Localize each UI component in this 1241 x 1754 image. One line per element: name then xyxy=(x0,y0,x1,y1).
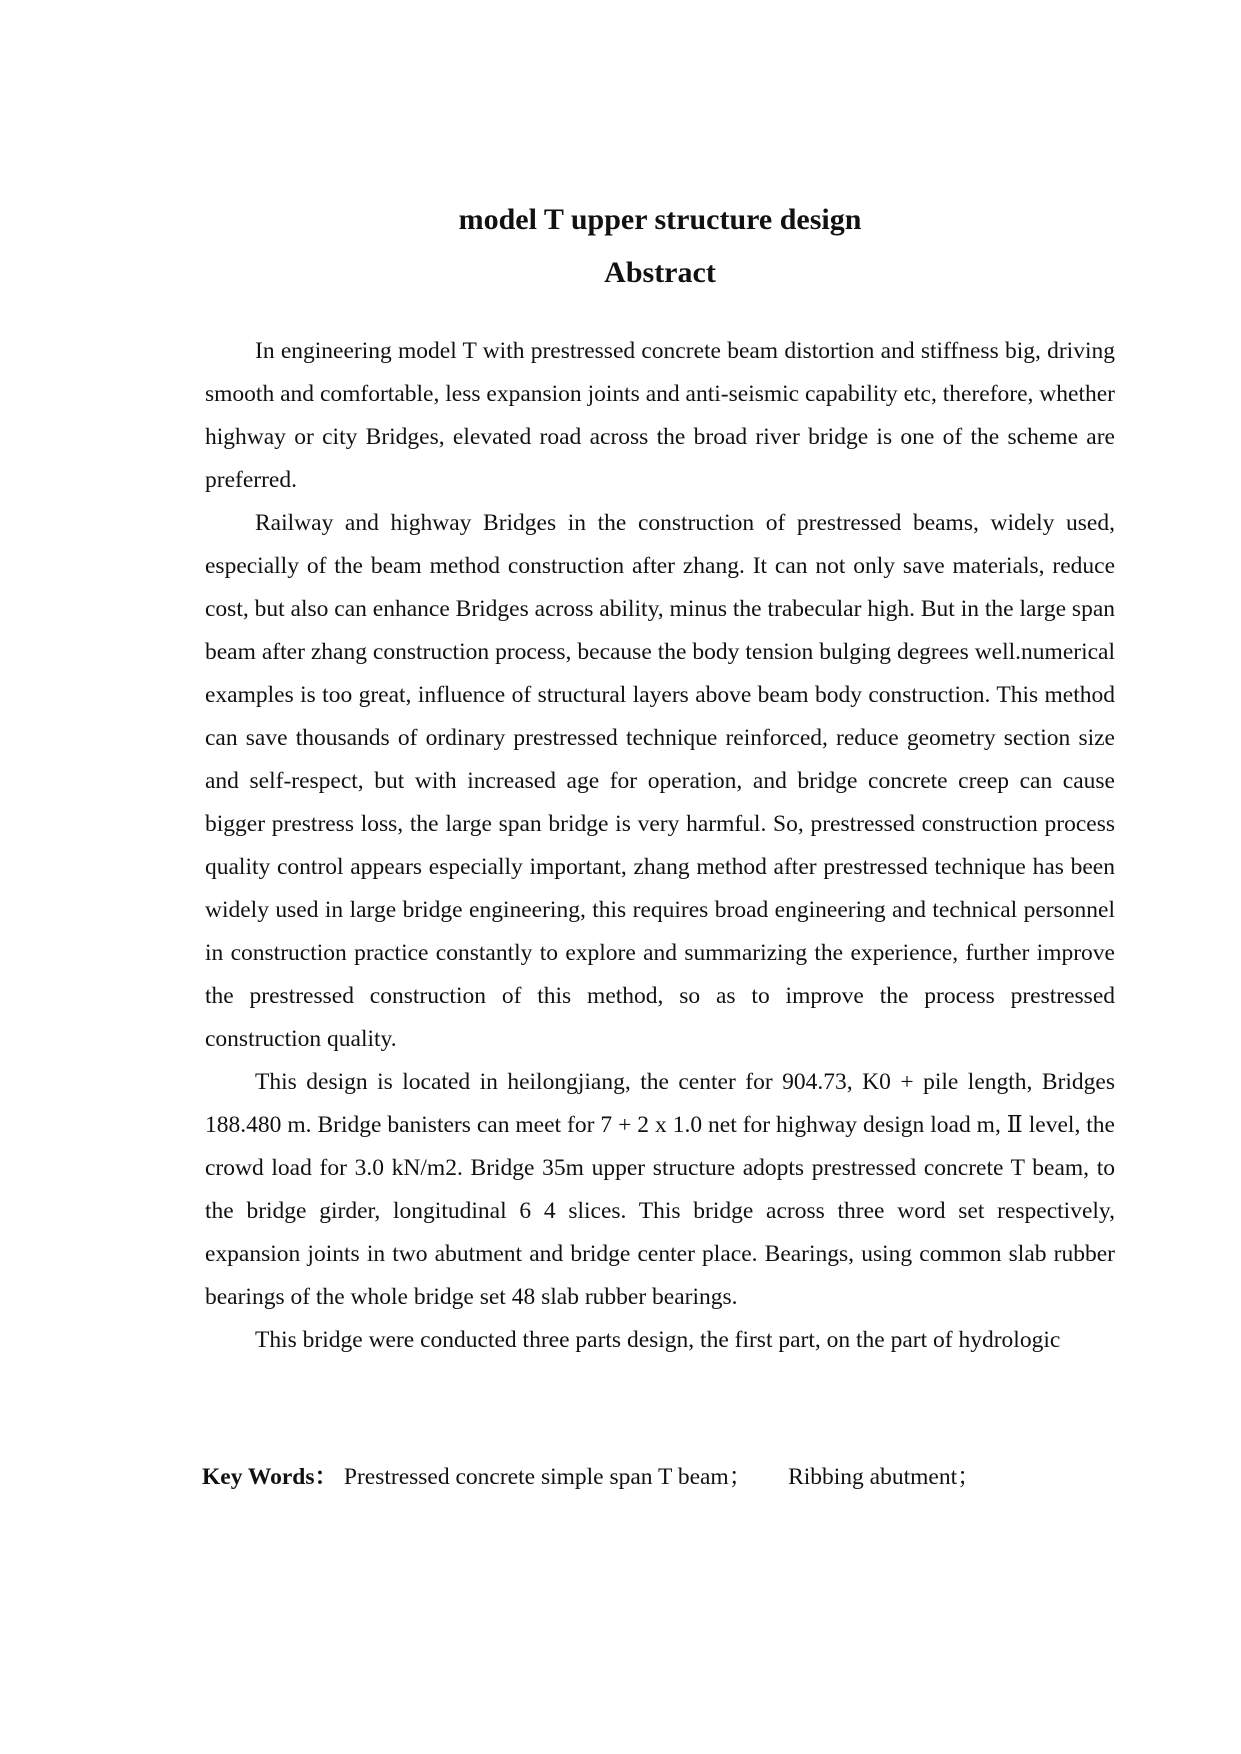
keyword-item-2: Ribbing abutment； xyxy=(788,1464,981,1490)
abstract-paragraph-2: Railway and highway Bridges in the construction of prestressed beams, widely used, especially of the beam method construction after zhang. It can not only save materials, reduce cost, but also can enhance Bridges across ability, minus the trabecular high. But in the large span beam after zhang construction process, because the body tension bulging degrees well.numerical examples is too great, influence of structural layers above beam body construction. This method can save thousands of ordinary prestressed technique reinforced, reduce geometry section size and self-respect, but with increased age for operation, and bridge concrete creep can cause bigger prestress loss, the large span bridge is very harmful. So, prestressed construction process quality control appears especially important, zhang method after prestressed technique has been widely used in large bridge engineering, this requires broad engineering and technical personnel in construction practice constantly to explore and summarizing the experience, further improve the prestressed construction of this method, so as to improve the process prestressed construction quality. xyxy=(205,510,1115,1052)
keywords-line xyxy=(202,1456,1162,1499)
document-title: model T upper structure design xyxy=(458,203,862,236)
abstract-paragraph-3: This design is located in heilongjiang, the center for 904.73, K0 + pile length, Bridges 188.480 m. Bridge banisters can meet for 7 + 2 x 1.0 net for highway design load m, Ⅱ level, the crowd load for 3.0 kN/m2. Bridge 35m upper structure adopts prestressed concrete T beam, to the bridge girder, longitudinal 6 4 slices. This bridge across three word set respectively, expansion joints in two abutment and bridge center place. Bearings, using common slab rubber bearings of the whole bridge set 48 slab rubber bearings. xyxy=(205,1069,1115,1310)
keyword-item-1: Prestressed concrete simple span T beam； xyxy=(343,1464,753,1490)
keywords-label: Key Words： xyxy=(202,1464,339,1490)
abstract-heading: Abstract xyxy=(604,256,716,289)
abstract-body xyxy=(205,330,1115,1362)
abstract-paragraph-1: In engineering model T with prestressed concrete beam distortion and stiffness big, driving smooth and comfortable, less expansion joints and anti-seismic capability etc, therefore, whether highway or city Bridges, elevated road across the broad river bridge is one of the scheme are preferred. xyxy=(205,338,1115,493)
abstract-paragraph-4: This bridge were conducted three parts design, the first part, on the part of hydrologic xyxy=(255,1327,1061,1353)
